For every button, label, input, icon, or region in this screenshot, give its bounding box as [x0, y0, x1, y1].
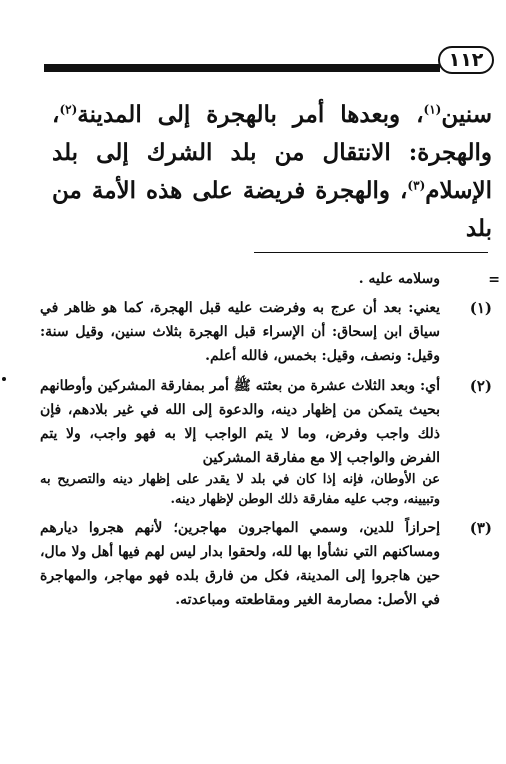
- footnote-2-text: أي: وبعد الثلاث عشرة من بعثته ﷺ أمر بمفارقة المشركين وأوطانهم بحيث يتمكن من إظهار دينه، والدعوة إلى الله في غير بلادهم، فإن ذلك واجب وفرض، وما لا يتم الواجب إلا به فهو واجب، ولا يتم الفرض والواجب إلا مع مفارقة المشركين: [40, 378, 440, 466]
- footnote-ref-1[interactable]: (١): [423, 102, 442, 117]
- footnote-text: [40, 296, 440, 368]
- main-text: [52, 96, 492, 248]
- footnote-2-text-cont: عن الأوطان، فإنه إذا كان في بلد لا يقدر على إظهار دينه والتصريح به وتبيينه، وجب عليه مفارقة ذلك الوطن لإظهار دينه.: [40, 472, 440, 507]
- footnote-separator: [254, 252, 488, 253]
- header-rule: [44, 64, 440, 72]
- main-text-part-4: ، والهجرة فريضة على هذه الأمة من بلد: [52, 177, 492, 242]
- footnote-2: [40, 374, 492, 510]
- main-text-part-1: سنين: [441, 101, 492, 128]
- footnote-1: [40, 296, 492, 368]
- footnote-number: (١): [469, 299, 492, 317]
- footnote-1-text: يعني: بعد أن عرج به وفرضت عليه قبل الهجرة، كما هو ظاهر في سياق ابن إسحاق: أن الإسراء قبل الهجرة بثلاث سنين، وقيل سنة: وقيل: ونصف، وقيل: بخمس، فالله أعلم.: [40, 300, 440, 364]
- margin-dot: [2, 377, 6, 381]
- page-number: ١١٢: [438, 46, 494, 74]
- footnote-3-text: إحرازاً للدين، وسمي المهاجرون مهاجرين؛ لأنهم هجروا ديارهم ومساكنهم التي نشأوا بها لله، ولحقوا بدار ليس لهم فيها أهل ولا مال، حين هاجروا إلى المدينة، فكل من فارق بلده فهو مهاجر، والمهاجرة في الأصل: مصارمة الغير ومقاطعته ومباعدته.: [40, 520, 440, 608]
- footnote-number: (٢): [469, 377, 492, 395]
- main-text-part-2: ، وبعدها أمر بالهجرة إلى المدينة: [77, 101, 424, 128]
- footnote-ref-2[interactable]: (٢): [59, 102, 78, 117]
- footnote-ref-3[interactable]: (٣): [407, 178, 426, 193]
- footnote-continuation: وسلامه عليه .: [358, 271, 440, 287]
- continuation-mark: =: [488, 272, 500, 288]
- main-paragraph: [52, 96, 492, 248]
- footnote-number: (٣): [469, 519, 492, 537]
- footnote-text: [40, 516, 440, 612]
- footnotes: [40, 268, 500, 612]
- footnote-text: [40, 374, 440, 510]
- main-text-part-3: ، والهجرة: الانتقال من بلد الشرك إلى بلد الإسلام: [52, 101, 492, 204]
- footnote-3: [40, 516, 492, 612]
